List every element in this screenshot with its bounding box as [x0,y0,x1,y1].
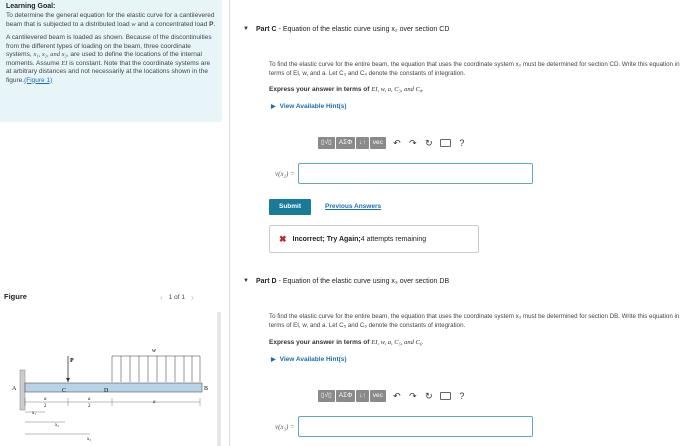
prev-figure-icon[interactable]: ‹ [160,293,163,302]
templates-button[interactable]: ▯√▯ [318,137,335,149]
submit-button[interactable]: Submit [269,199,311,215]
vec-button[interactable]: vec [370,390,386,402]
part-d-hint-link[interactable]: ▶ View Available Hint(s) [271,356,347,363]
help-icon[interactable]: ? [459,138,465,148]
collapse-caret-icon[interactable]: ▼ [243,26,249,32]
figure-scrollbar[interactable] [217,312,221,446]
part-c-header[interactable]: ▼ Part C - Equation of the elastic curve using x₂ over section CD [243,26,450,33]
greek-button[interactable]: ΑΣΦ [336,390,356,402]
collapse-caret-icon[interactable]: ▼ [243,278,249,284]
fig-label-x1: x₁ [32,411,36,416]
figure-pager [160,293,194,302]
hint-triangle-icon: ▶ [271,104,276,110]
fig-dim-a3: a [153,400,156,405]
fig-dim-half1: 2 [44,404,47,409]
part-c-hint-link[interactable]: ▶ View Available Hint(s) [271,103,347,110]
reset-icon[interactable]: ↻ [425,137,433,148]
fig-label-P: P [70,358,74,364]
next-figure-icon[interactable]: › [190,293,194,302]
part-d-answer-label: v(x₃) = [275,422,295,431]
redo-icon[interactable]: ↷ [409,390,417,401]
fig-label-D: D [104,388,109,394]
part-d-toolbar [318,390,467,402]
left-panel [0,0,222,446]
previous-answers-link[interactable]: Previous Answers [325,203,382,210]
part-d-problem: To find the elastic curve for the entire beam, the equation that uses the coordinate system x₃ must be determined for section DB. Write this equation in terms of EI, w, and a. Let C₅ and C₆ denote the constants of integration. [269,313,680,329]
part-d-answer-row [275,416,533,437]
fig-label-B: B [204,386,209,392]
undo-icon[interactable]: ↶ [393,137,401,148]
greek-button[interactable]: ΑΣΦ [336,137,356,149]
part-c-problem: To find the elastic curve for the entire beam, the equation that uses the coordinate system x₂ must be determined for section CD. Write this equation in terms of EI, w, and a. Let C₃ and C₄ denote the constants of integration. [269,61,680,77]
fig-dim-half2: 2 [88,404,91,409]
arrows-button[interactable]: ↓↑ [356,137,369,149]
part-d-answer-input[interactable] [298,416,533,437]
fig-label-x2: x₂ [55,423,59,428]
fig-label-C: C [62,388,67,394]
keyboard-icon[interactable] [440,139,451,147]
part-c-express: Express your answer in terms of EI, w, a, C₃, and C₄. [269,86,424,93]
figure-label: Figure [4,292,27,301]
right-panel [230,0,691,446]
fig-dim-a2: a [88,397,91,402]
hint-triangle-icon: ▶ [271,357,276,363]
fig-dim-a1: a [44,397,47,402]
learning-goal-box [0,0,222,122]
undo-icon[interactable]: ↶ [393,390,401,401]
redo-icon[interactable]: ↷ [409,137,417,148]
part-d-header[interactable]: ▼ Part D - Equation of the elastic curve using x₃ over section DB [243,278,450,285]
part-c-answer-row [275,163,533,184]
beam-figure [0,340,215,446]
fig-label-w: w [152,348,157,354]
fig-label-A: A [12,386,17,392]
part-d-express: Express your answer in terms of EI, w, a, C₅, and C₆. [269,339,424,346]
reset-icon[interactable]: ↻ [425,390,433,401]
part-c-toolbar [318,137,467,149]
incorrect-x-icon: ✖ [279,233,287,244]
feedback-box: ✖ Incorrect; Try Again; 4 attempts remaining [269,225,479,253]
templates-button[interactable]: ▯√▯ [318,390,335,402]
vec-button[interactable]: vec [370,137,386,149]
fig-label-x3: x₃ [87,437,91,442]
part-c-answer-input[interactable] [298,163,533,184]
learning-goal-text: To determine the general equation for the elastic curve for a cantilevered beam that is subjected to a distributed load w and a concentrated load P. A cantilevered beam is loaded as shown. Because of the discontinuities from the different types of loading on the beam, three coordinate systems, x₁, x₂, and x₃, are used to define the locations of the internal moments. Assume EI is constant. Note that the coordinate systems are at arbitrary distances and not necessarily at the locations shown in the figure.(Figure 1) [6,12,216,84]
learning-goal-title: Learning Goal: [6,3,56,10]
part-c-answer-label: v(x₂) = [275,169,295,178]
keyboard-icon[interactable] [440,392,451,400]
pager-text: 1 of 1 [168,294,185,301]
figure-link[interactable]: (Figure 1) [24,76,53,84]
help-icon[interactable]: ? [459,391,465,401]
arrows-button[interactable]: ↓↑ [356,390,369,402]
